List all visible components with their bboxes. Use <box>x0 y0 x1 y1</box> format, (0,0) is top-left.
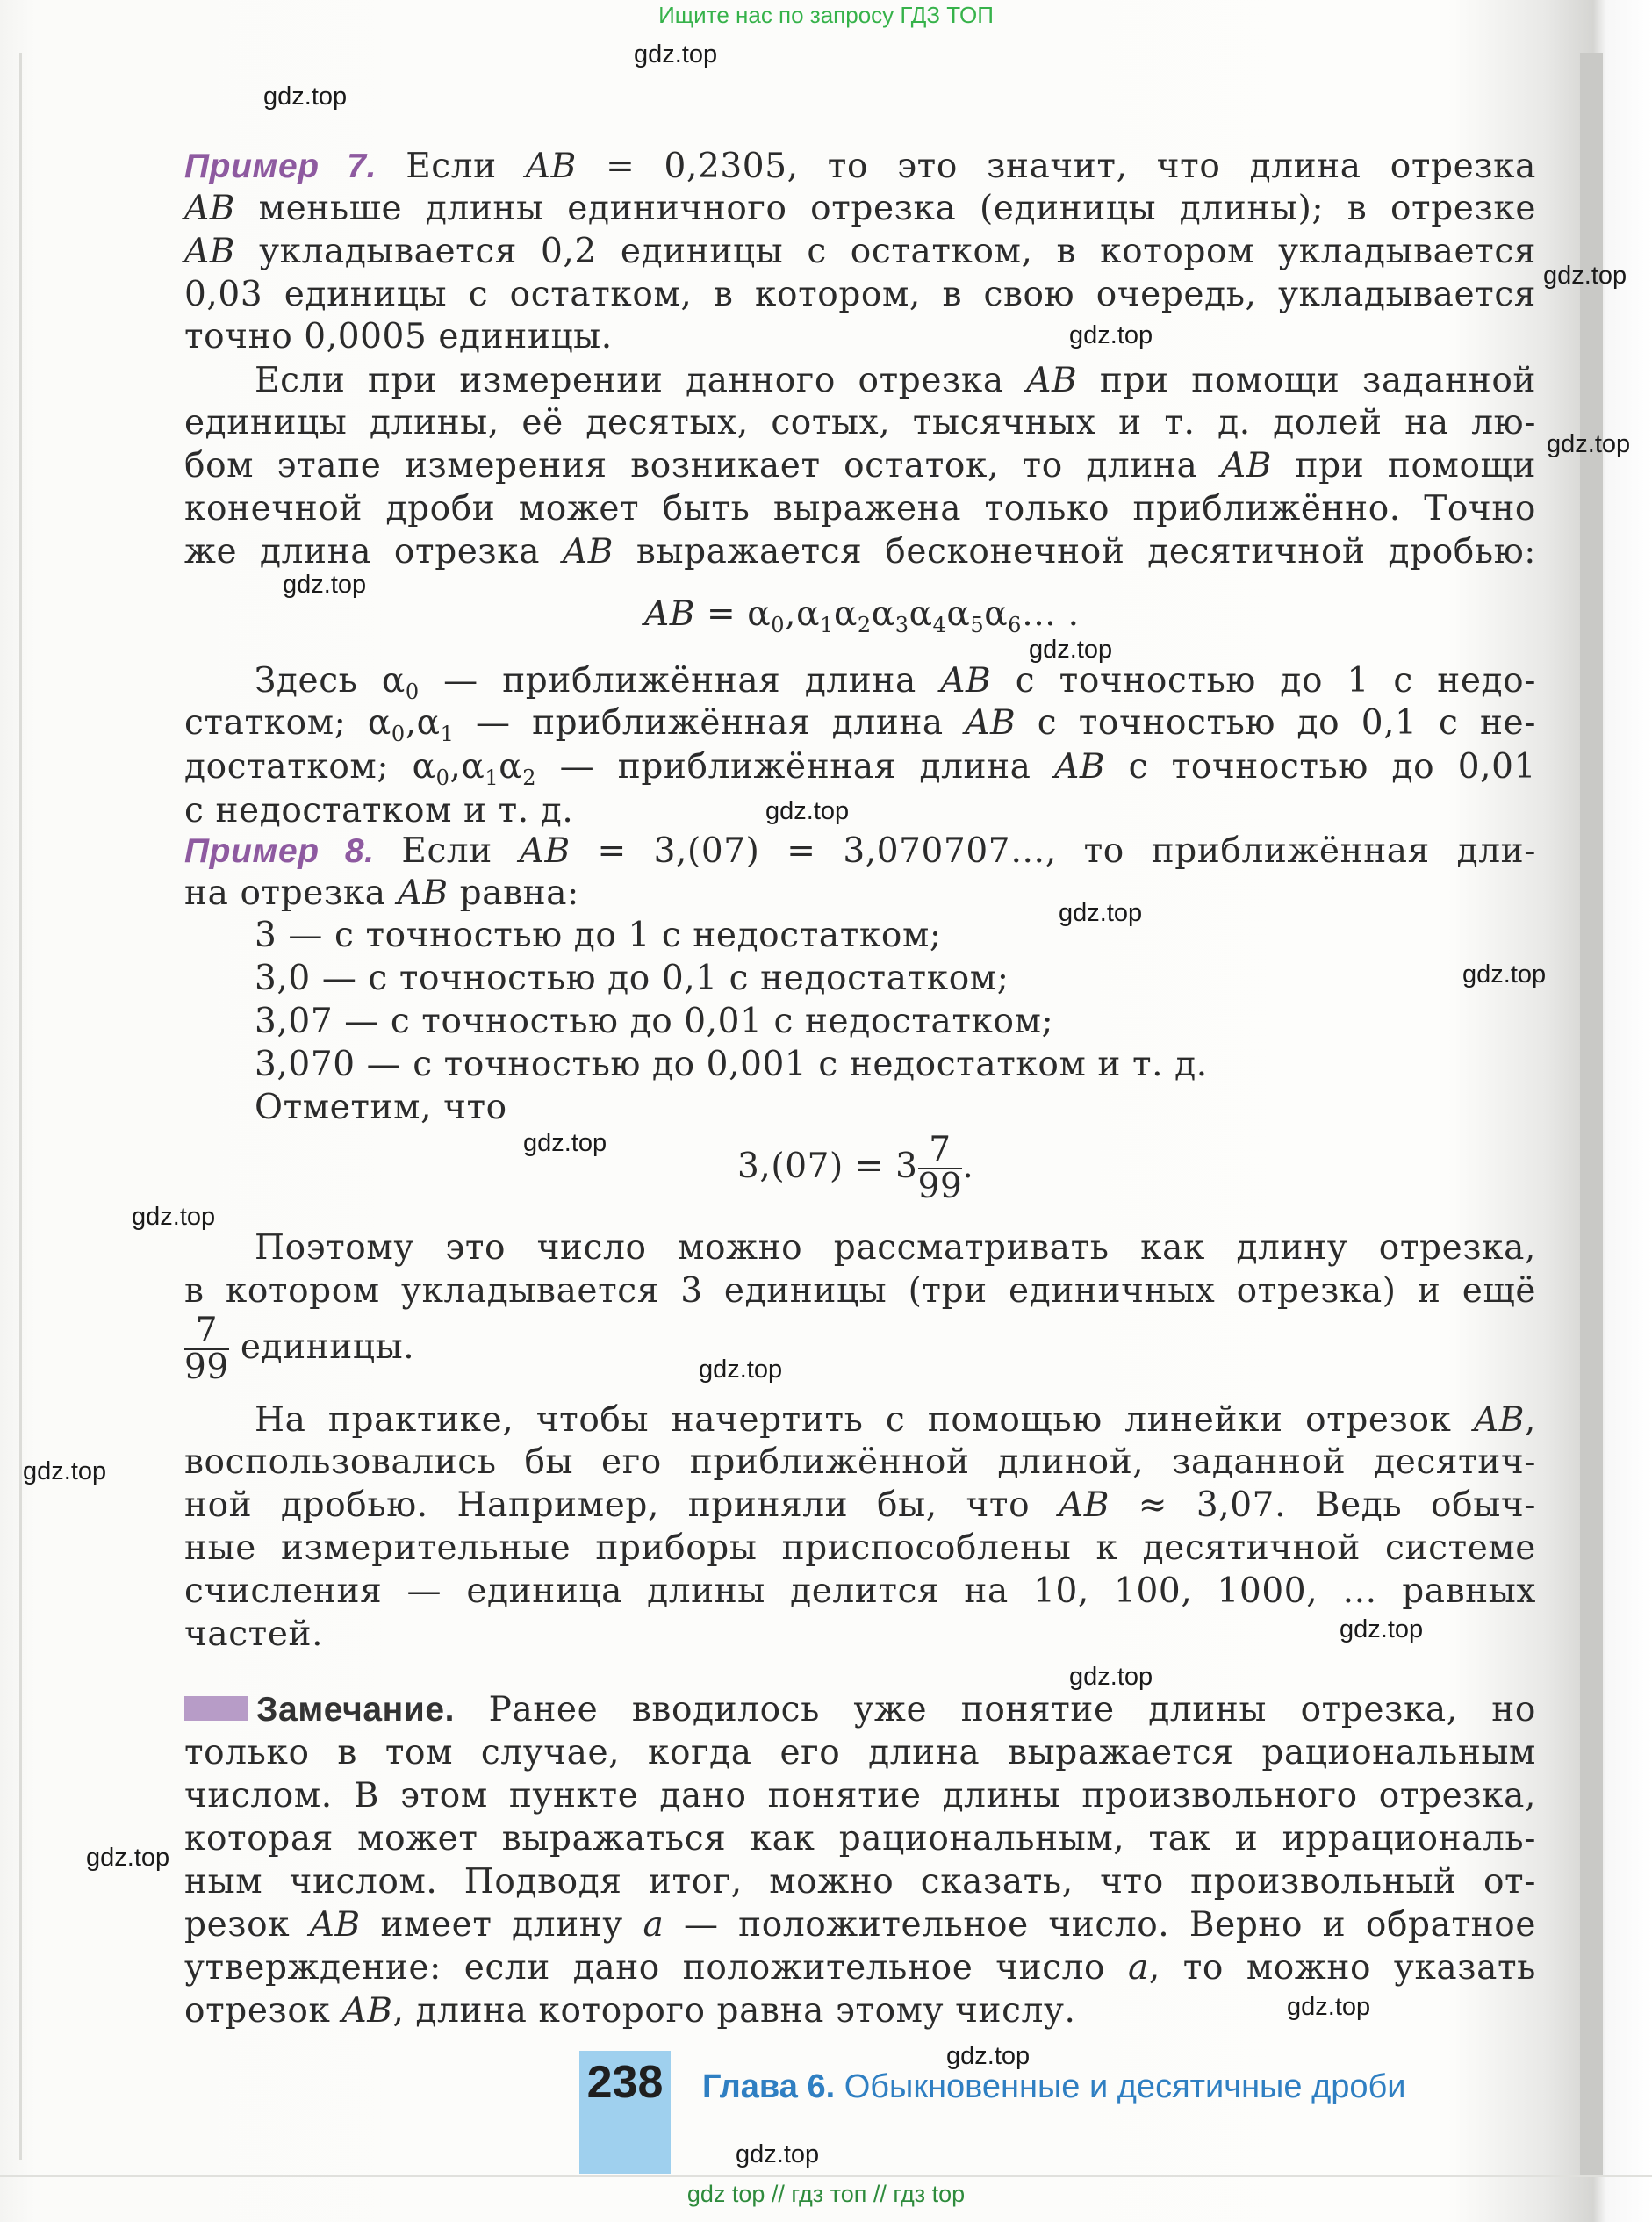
para3-line-3: $\frac{7}{99}$ единицы. <box>184 1311 415 1387</box>
example7-line-4: 0,03 единицы с остатком, в котором, в свою очередь, укладывается <box>184 275 1536 314</box>
example7-line-2: AB меньше длины единичного отрезка (единицы длины); в отрезке <box>184 189 1536 228</box>
para4-line-2: воспользовались бы его приближённой длиной, заданной десятич- <box>184 1442 1536 1482</box>
para3-line-1: Поэтому это число можно рассматривать как длину отрезка, <box>255 1228 1536 1268</box>
watermark: gdz.top <box>523 1129 607 1157</box>
para1-line-5: же длина отрезка AB выражается бесконечной десятичной дробью: <box>184 532 1536 572</box>
remark-line-5: ным числом. Подводя итог, можно сказать, что произвольный от- <box>184 1862 1536 1902</box>
example8-note: Отметим, что <box>255 1088 507 1127</box>
para4-line-1: На практике, чтобы начертить с помощью линейки отрезок AB, <box>255 1400 1536 1440</box>
watermark: gdz.top <box>736 2140 820 2168</box>
formula-alpha-expansion: AB = $\alpha_0,\alpha_1\alpha_2\alpha_3\alpha_4\alpha_5\alpha_6\dots$ . <box>644 594 1080 637</box>
watermark: gdz.top <box>765 797 850 825</box>
watermark: gdz.top <box>1287 1993 1371 2021</box>
example8-item: 3 — с точностью до 1 с недостатком; <box>255 916 942 955</box>
para4-line-4: ные измерительные приборы приспособлены к десятичной системе <box>184 1528 1536 1568</box>
para1-line-4: конечной дроби может быть выражена только приближённо. Точно <box>184 489 1536 529</box>
example7-line-1: Пример 7. Если AB = 0,2305, то это значит, что длина отрезка <box>184 147 1536 186</box>
formula-periodic-fraction: 3,(07) = 3 $\frac{7}{99}$ . <box>737 1130 974 1206</box>
footer-links[interactable]: gdz top // гдз топ // гдз top <box>686 2181 966 2207</box>
watermark: gdz.top <box>1069 1663 1153 1691</box>
watermark: gdz.top <box>23 1457 107 1485</box>
para3-line-2: в котором укладывается 3 единицы (три единичных отрезка) и ещё <box>184 1271 1536 1311</box>
watermark: gdz.top <box>132 1203 216 1231</box>
watermark: gdz.top <box>1069 321 1153 349</box>
example8-line-2: на отрезка AB равна: <box>184 874 579 913</box>
remark-line-1: Замечание. Ранее вводилось уже понятие длины отрезка, но <box>256 1690 1536 1729</box>
remark-marker <box>184 1696 248 1721</box>
watermark: gdz.top <box>1462 960 1547 989</box>
para1-line-2: единицы длины, её десятых, сотых, тысячных и т. д. долей на лю- <box>184 403 1536 442</box>
example8-item: 3,0 — с точностью до 0,1 с недостатком; <box>255 959 1009 998</box>
remark-line-3: числом. В этом пункте дано понятие длины произвольного отрезка, <box>184 1776 1536 1816</box>
para2-line-3: достатком; $\alpha_0,\alpha_1\alpha_2$ — приближённая длина AB с точностью до 0,01 <box>184 747 1536 790</box>
chapter-title: Глава 6. Обыкновенные и десятичные дроби <box>702 2068 1406 2105</box>
para2-line-2: статком; $\alpha_0,\alpha_1$ — приближённая длина AB с точностью до 0,1 с не- <box>184 703 1536 746</box>
para4-line-5: счисления — единица длины делится на 10, 100, 1000, … равных <box>184 1571 1536 1611</box>
fraction: $\frac{7}{99}$ <box>184 1311 229 1387</box>
remark-line-6: резок AB имеет длину a — положительное число. Верно и обратное <box>184 1905 1536 1945</box>
example8-line-1: Пример 8. Если AB = 3,(07) = 3,070707…, то приближённая дли- <box>184 831 1537 871</box>
para4-line-6: частей. <box>184 1614 324 1654</box>
top-banner[interactable]: Ищите нас по запросу ГДЗ ТОП <box>658 2 994 28</box>
watermark: gdz.top <box>1547 430 1631 458</box>
page-number: 238 <box>586 2057 664 2108</box>
watermark: gdz.top <box>86 1844 170 1872</box>
footer-divider <box>0 2175 1652 2177</box>
watermark: gdz.top <box>1059 899 1143 927</box>
watermark: gdz.top <box>946 2042 1031 2070</box>
example8-item: 3,070 — с точностью до 0,001 с недостатком и т. д. <box>255 1045 1208 1084</box>
example8-label: Пример 8. <box>184 832 375 870</box>
example7-label: Пример 7. <box>184 147 377 185</box>
remark-line-2: только в том случае, когда его длина выражается рациональным <box>184 1733 1536 1773</box>
para1-line-1: Если при измерении данного отрезка AB при помощи заданной <box>255 361 1536 400</box>
page-edge-shadow <box>19 53 22 2160</box>
example7-line-3: AB укладывается 0,2 единицы с остатком, в котором укладывается <box>184 232 1536 271</box>
watermark: gdz.top <box>699 1355 783 1384</box>
para2-line-4: с недостатком и т. д. <box>184 791 574 831</box>
watermark: gdz.top <box>1029 636 1113 664</box>
watermark: gdz.top <box>634 40 718 68</box>
book-binding-shadow <box>1580 53 1603 2177</box>
remark-line-8: отрезок AB, длина которого равна этому числу. <box>184 1991 1076 2031</box>
para1-line-3: бом этапе измерения возникает остаток, то длина AB при помощи <box>184 446 1536 485</box>
para4-line-3: ной дробью. Например, приняли бы, что AB ≈ 3,07. Ведь обыч- <box>184 1485 1536 1525</box>
example7-line-5: точно 0,0005 единицы. <box>184 317 613 356</box>
watermark: gdz.top <box>263 83 348 111</box>
watermark: gdz.top <box>1340 1615 1424 1643</box>
para2-line-1: Здесь $\alpha_0$ — приближённая длина AB с точностью до 1 с недо- <box>255 661 1536 704</box>
fraction: $\frac{7}{99}$ <box>917 1130 963 1206</box>
watermark: gdz.top <box>283 571 367 599</box>
remark-label: Замечание. <box>256 1691 456 1729</box>
example8-item: 3,07 — с точностью до 0,01 с недостатком; <box>255 1002 1054 1041</box>
remark-line-7: утверждение: если дано положительное число a, то можно указать <box>184 1948 1537 1988</box>
watermark: gdz.top <box>1543 262 1627 290</box>
remark-line-4: которая может выражаться как рациональным, так и иррациональ- <box>184 1819 1536 1859</box>
